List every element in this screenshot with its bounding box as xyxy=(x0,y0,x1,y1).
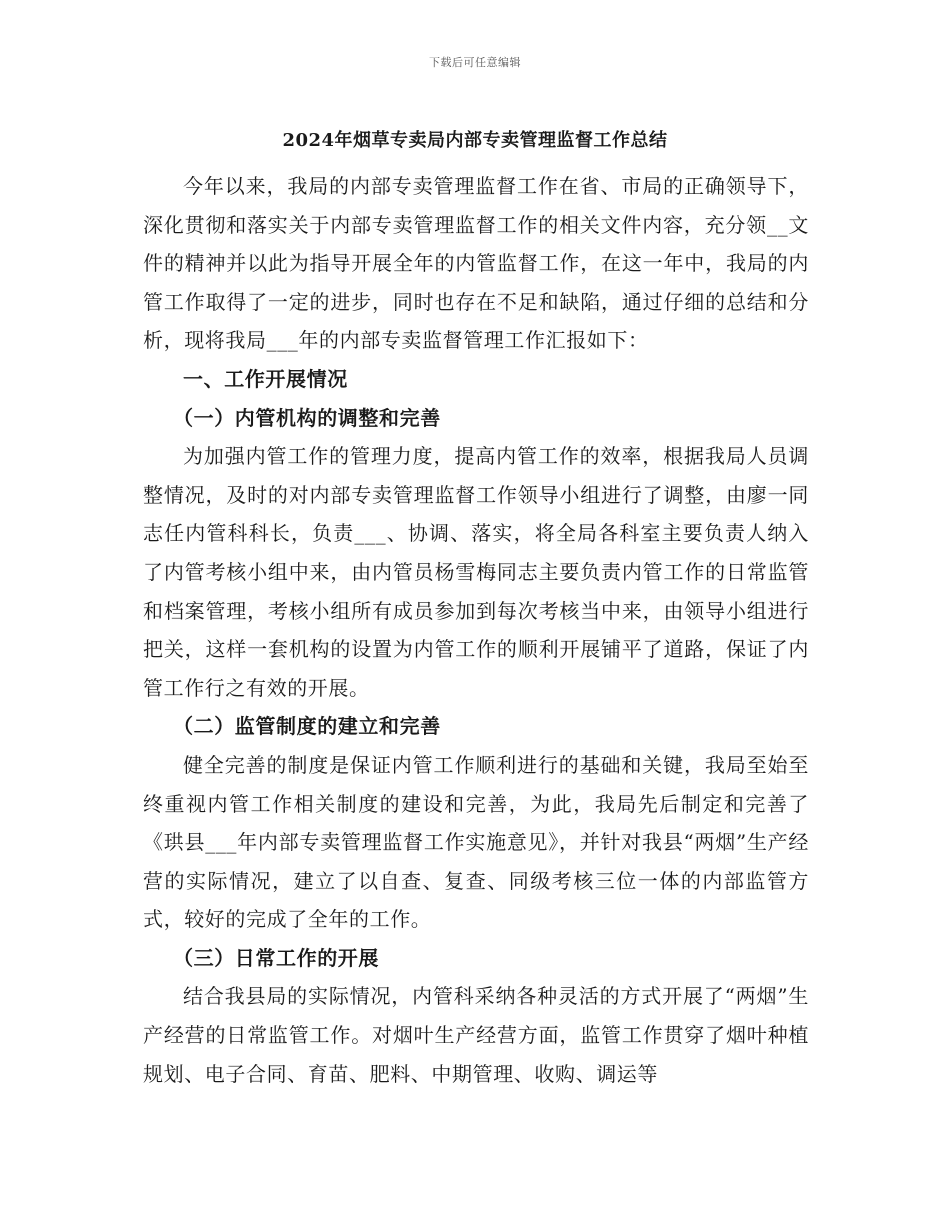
body-paragraph: 健全完善的制度是保证内管工作顺利进行的基础和关键，我局至始至终重视内管工作相关制度的建设和完善，为此，我局先后制定和完善了《珙县___年内部专卖管理监督工作实施意见》，并针对我县“两烟”生产经营的实际情况，建立了以自查、复查、同级考核三位一体的内部监管方式，较好的完成了全年的工作。 xyxy=(143,752,809,932)
body-paragraph: 结合我县局的实际情况，内管科采纳各种灵活的方式开展了“两烟”生产经营的日常监管工作。对烟叶生产经营方面，监管工作贯穿了烟叶种植规划、电子合同、育苗、肥料、中期管理、收购、调运等 xyxy=(143,984,809,1086)
body-paragraph: 今年以来，我局的内部专卖管理监督工作在省、市局的正确领导下，深化贯彻和落实关于内部专卖管理监督工作的相关文件内容，充分领__文件的精神并以此为指导开展全年的内管监督工作，在这一年中，我局的内管工作取得了一定的进步，同时也存在不足和缺陷，通过仔细的总结和分析，现将我局___年的内部专卖监督管理工作汇报如下： xyxy=(143,174,809,353)
subsection-heading: （二）监管制度的建立和完善 xyxy=(173,714,441,739)
section-heading: 一、工作开展情况 xyxy=(183,366,348,391)
header-note: 下载后可任意编辑 xyxy=(429,56,521,69)
document-body xyxy=(143,167,809,1093)
document-title: 2024年烟草专卖局内部专卖管理监督工作总结 xyxy=(282,130,668,151)
subsection-heading: （三）日常工作的开展 xyxy=(173,945,379,970)
body-paragraph: 为加强内管工作的管理力度，提高内管工作的效率，根据我局人员调整情况，及时的对内部专卖管理监督工作领导小组进行了调整，由廖一同志任内管科科长，负责___、协调、落实，将全局各科室主要负责人纳入了内管考核小组中来，由内管员杨雪梅同志主要负责内管工作的日常监管和档案管理，考核小组所有成员参加到每次考核当中来，由领导小组进行把关，这样一套机构的设置为内管工作的顺利开展铺平了道路，保证了内管工作行之有效的开展。 xyxy=(143,444,809,700)
subsection-heading: （一）内管机构的调整和完善 xyxy=(173,405,441,430)
